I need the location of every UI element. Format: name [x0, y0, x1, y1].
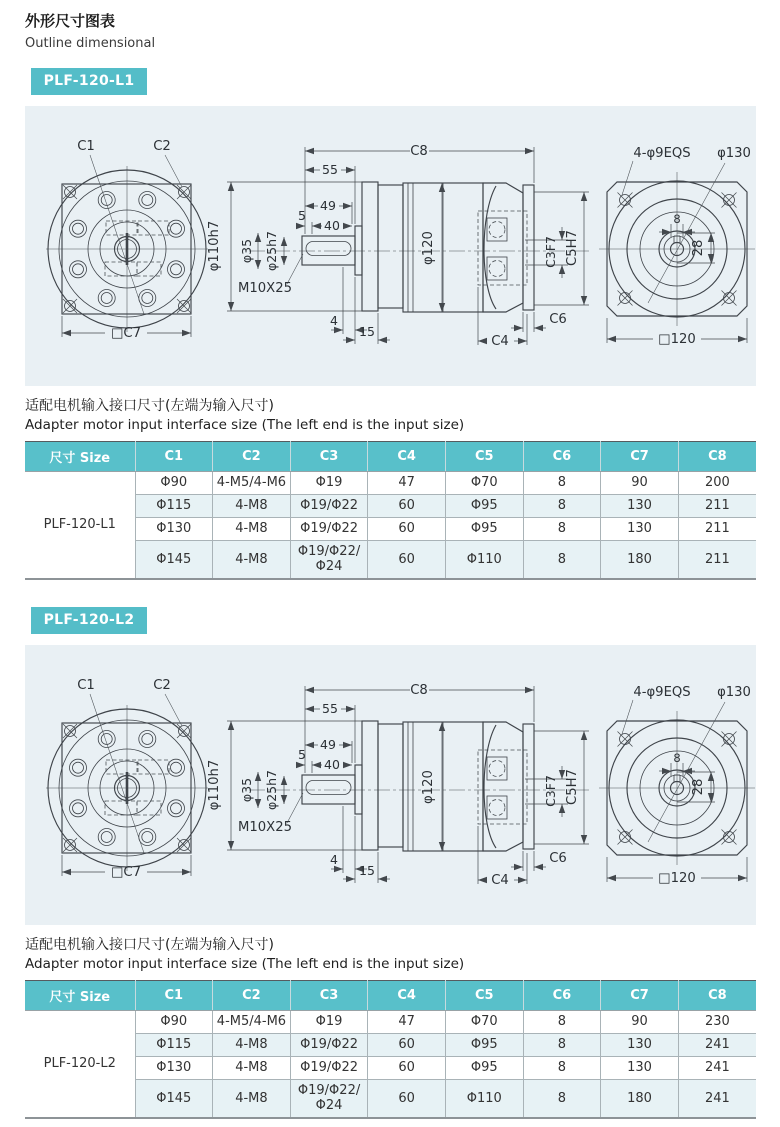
table-row	[25, 541, 756, 580]
dimension-table-l1	[25, 441, 756, 580]
dimension-cell: 180	[601, 1080, 679, 1119]
side-view	[207, 144, 589, 349]
dimension-cell: 241	[678, 1057, 756, 1080]
dimension-cell: 8	[523, 1034, 601, 1057]
dimension-cell: 4-M8	[213, 518, 291, 541]
dim-c8: C8	[410, 144, 428, 159]
dimension-cell: 211	[678, 518, 756, 541]
table-header-row	[25, 981, 756, 1011]
dim-c3f7: C3F7	[543, 236, 558, 268]
note-en: Adapter motor input interface size (The left end is the input size)	[25, 417, 465, 433]
dimension-cell: 211	[678, 541, 756, 580]
dimension-cell: Φ70	[446, 1011, 524, 1034]
dim-sq120: □120	[658, 332, 696, 347]
dimension-cell: 8	[523, 495, 601, 518]
dimension-cell: Φ19	[290, 1011, 368, 1034]
table-row	[25, 1057, 756, 1080]
column-header: C7	[601, 981, 679, 1011]
dimension-cell: 4-M5/4-M6	[213, 472, 291, 495]
dimension-table-l2	[25, 980, 756, 1119]
dimension-cell: Φ95	[446, 495, 524, 518]
dimension-cell: 8	[523, 1011, 601, 1034]
dimension-cell: 4-M8	[213, 1080, 291, 1119]
table-row	[25, 472, 756, 495]
dimension-cell: Φ19/Φ22	[290, 495, 368, 518]
section-plf-120-l2	[25, 607, 756, 1119]
model-row-label: PLF-120-L1	[25, 472, 135, 580]
dimension-cell: 8	[523, 1057, 601, 1080]
dimension-cell: 130	[601, 495, 679, 518]
dimension-cell: Φ145	[135, 1080, 213, 1119]
dimension-cell: Φ95	[446, 1034, 524, 1057]
front-view	[46, 139, 208, 341]
table-header-row	[25, 442, 756, 472]
dimension-cell: 130	[601, 518, 679, 541]
dim-d130: φ130	[717, 146, 751, 161]
dimension-cell: Φ19/Φ22/Φ24	[290, 541, 368, 580]
dimension-cell: 60	[368, 495, 446, 518]
column-header: C6	[523, 442, 601, 472]
column-header: C4	[368, 442, 446, 472]
dimension-cell: 60	[368, 518, 446, 541]
column-header: 尺寸 Size	[25, 442, 135, 472]
column-header: C6	[523, 981, 601, 1011]
page-title: 外形尺寸图表	[25, 12, 116, 30]
dimension-cell: 211	[678, 495, 756, 518]
drawing-panel-l1	[25, 106, 756, 386]
page-subtitle: Outline dimensional	[25, 36, 156, 51]
technical-drawing-l1	[25, 106, 757, 386]
column-header: C2	[213, 981, 291, 1011]
dimension-cell: 8	[523, 472, 601, 495]
column-header: 尺寸 Size	[25, 981, 135, 1011]
dim-m10x25: M10X25	[238, 281, 292, 296]
dimension-cell: 4-M8	[213, 1057, 291, 1080]
column-header: C7	[601, 442, 679, 472]
dimension-cell: Φ110	[446, 1080, 524, 1119]
model-badge: PLF-120-L2	[31, 607, 147, 634]
dimension-cell: 60	[368, 1057, 446, 1080]
model-row-label: PLF-120-L2	[25, 1011, 135, 1119]
dim-d120: φ120	[421, 231, 436, 265]
dim-4: 4	[330, 313, 338, 328]
note-en: Adapter motor input interface size (The left end is the input size)	[25, 956, 465, 972]
dim-c7: □C7	[110, 326, 142, 341]
dim-15: 15	[359, 324, 375, 339]
dimension-cell: Φ19/Φ22	[290, 518, 368, 541]
model-badge-wrap	[31, 607, 756, 643]
dimension-cell: 200	[678, 472, 756, 495]
dimension-cell: 130	[601, 1057, 679, 1080]
technical-drawing-l2	[25, 645, 757, 925]
dimension-cell: Φ90	[135, 1011, 213, 1034]
dimension-cell: 4-M8	[213, 495, 291, 518]
column-header: C4	[368, 981, 446, 1011]
note-zh: 适配电机输入接口尺寸(左端为输入尺寸)	[25, 937, 274, 953]
dim-55: 55	[322, 162, 338, 177]
dimension-cell: Φ19/Φ22	[290, 1057, 368, 1080]
rear-view	[599, 146, 755, 347]
dim-8: 8	[673, 212, 681, 226]
dimension-cell: 4-M8	[213, 541, 291, 580]
dim-d25h7: φ25h7	[264, 230, 279, 272]
dim-c6: C6	[549, 312, 567, 327]
dim-d35: φ35	[239, 238, 254, 264]
table-row	[25, 518, 756, 541]
column-header: C3	[290, 981, 368, 1011]
table-row	[25, 495, 756, 518]
dim-c5h7: C5H7	[565, 230, 580, 266]
dimension-cell: Φ115	[135, 495, 213, 518]
model-badge: PLF-120-L1	[31, 68, 147, 95]
dimension-cell: 60	[368, 1080, 446, 1119]
column-header: C1	[135, 981, 213, 1011]
dimension-cell: Φ130	[135, 518, 213, 541]
dim-c2: C2	[153, 139, 171, 154]
dimension-cell: 8	[523, 541, 601, 580]
dimension-cell: 230	[678, 1011, 756, 1034]
dim-5: 5	[298, 208, 306, 223]
dimension-cell: 47	[368, 1011, 446, 1034]
dimension-cell: Φ115	[135, 1034, 213, 1057]
dimension-cell: 130	[601, 1034, 679, 1057]
dim-4-d9eqs: 4-φ9EQS	[633, 146, 691, 161]
dimension-cell: Φ70	[446, 472, 524, 495]
column-header: C8	[678, 981, 756, 1011]
dim-c4: C4	[491, 334, 509, 349]
column-header: C5	[446, 981, 524, 1011]
dimension-cell: Φ130	[135, 1057, 213, 1080]
dimension-cell: 60	[368, 541, 446, 580]
dimension-cell: 4-M8	[213, 1034, 291, 1057]
dimension-cell: 8	[523, 518, 601, 541]
dimension-cell: Φ95	[446, 1057, 524, 1080]
dimension-cell: 180	[601, 541, 679, 580]
table-row	[25, 1011, 756, 1034]
dim-40: 40	[324, 218, 340, 233]
column-header: C5	[446, 442, 524, 472]
dim-28: 28	[691, 239, 706, 257]
dimension-cell: Φ145	[135, 541, 213, 580]
dimension-cell: 241	[678, 1034, 756, 1057]
table-row	[25, 1080, 756, 1119]
dimension-cell: 60	[368, 1034, 446, 1057]
dimension-cell: 90	[601, 472, 679, 495]
drawing-panel-l2	[25, 645, 756, 925]
dimension-cell: 4-M5/4-M6	[213, 1011, 291, 1034]
dimension-cell: Φ19/Φ22	[290, 1034, 368, 1057]
dimension-cell: Φ95	[446, 518, 524, 541]
dim-d110h7: φ110h7	[207, 220, 222, 272]
dimension-cell: 8	[523, 1080, 601, 1119]
dim-49: 49	[320, 198, 336, 213]
dimension-cell: Φ90	[135, 472, 213, 495]
dimension-cell: Φ19/Φ22/Φ24	[290, 1080, 368, 1119]
column-header: C2	[213, 442, 291, 472]
dimension-cell: 47	[368, 472, 446, 495]
column-header: C3	[290, 442, 368, 472]
note-zh: 适配电机输入接口尺寸(左端为输入尺寸)	[25, 398, 274, 414]
dimension-cell: 90	[601, 1011, 679, 1034]
column-header: C8	[678, 442, 756, 472]
section-plf-120-l1	[25, 68, 756, 580]
dimension-cell: 241	[678, 1080, 756, 1119]
table-row	[25, 1034, 756, 1057]
column-header: C1	[135, 442, 213, 472]
dimension-cell: Φ19	[290, 472, 368, 495]
model-badge-wrap	[31, 68, 756, 104]
dimension-cell: Φ110	[446, 541, 524, 580]
gearbox-drawing	[46, 139, 755, 349]
dim-c1: C1	[77, 139, 95, 154]
